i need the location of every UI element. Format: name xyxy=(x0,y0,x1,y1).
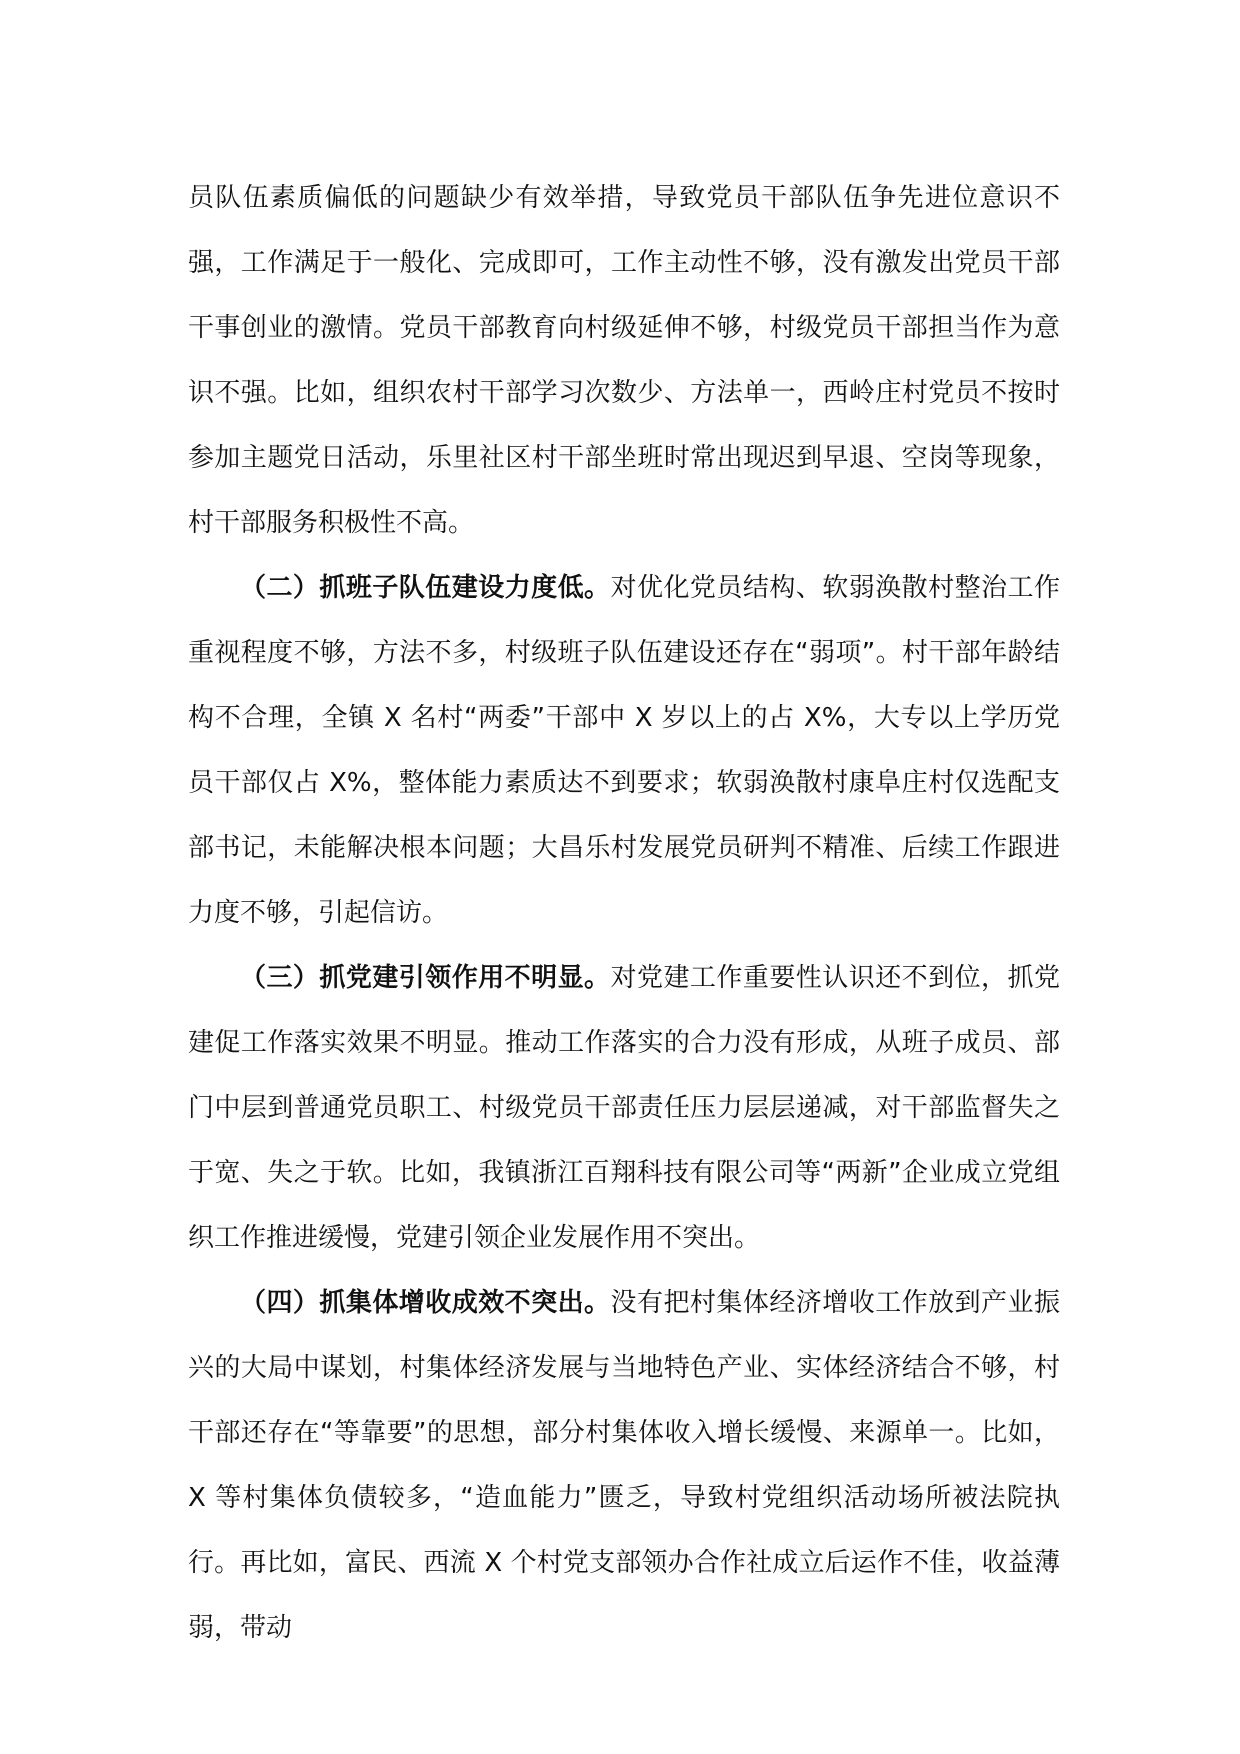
document-body xyxy=(188,166,1060,1661)
section-heading: （二）抓班子队伍建设力度低。 xyxy=(240,573,611,603)
section-heading: （三）抓党建引领作用不明显。 xyxy=(240,963,611,993)
paragraph-continuation xyxy=(188,166,1060,556)
paragraph-section-4 xyxy=(188,1271,1060,1661)
paragraph-text: 对优化党员结构、软弱涣散村整治工作重视程度不够，方法不多，村级班子队伍建设还存在“弱项”。村干部年龄结构不合理，全镇 X 名村“两委”干部中 X 岁以上的占 X%，大专以上学历党员干部仅占 X%，整体能力素质达不到要求；软弱涣散村康阜庄村仅选配支部书记，未能解决根本问题；大昌乐村发展党员研判不精准、后续工作跟进力度不够，引起信访。 xyxy=(188,573,1060,928)
paragraph-text: 对党建工作重要性认识还不到位，抓党建促工作落实效果不明显。推动工作落实的合力没有形成，从班子成员、部门中层到普通党员职工、村级党员干部责任压力层层递减，对干部监督失之于宽、失之于软。比如，我镇浙江百翔科技有限公司等“两新”企业成立党组织工作推进缓慢，党建引领企业发展作用不突出。 xyxy=(188,963,1060,1253)
paragraph-text: 员队伍素质偏低的问题缺少有效举措，导致党员干部队伍争先进位意识不强，工作满足于一般化、完成即可，工作主动性不够，没有激发出党员干部干事创业的激情。党员干部教育向村级延伸不够，村级党员干部担当作为意识不强。比如，组织农村干部学习次数少、方法单一，西岭庄村党员不按时参加主题党日活动，乐里社区村干部坐班时常出现迟到早退、空岗等现象，村干部服务积极性不高。 xyxy=(188,183,1060,538)
paragraph-text: 没有把村集体经济增收工作放到产业振兴的大局中谋划，村集体经济发展与当地特色产业、实体经济结合不够，村干部还存在“等靠要”的思想，部分村集体收入增长缓慢、来源单一。比如，X 等村集体负债较多，“造血能力”匮乏，导致村党组织活动场所被法院执行。再比如，富民、西流 X 个村党支部领办合作社成立后运作不佳，收益薄弱，带动 xyxy=(188,1288,1060,1643)
paragraph-section-2 xyxy=(188,556,1060,946)
section-heading: （四）抓集体增收成效不突出。 xyxy=(240,1288,611,1318)
paragraph-section-3 xyxy=(188,946,1060,1271)
